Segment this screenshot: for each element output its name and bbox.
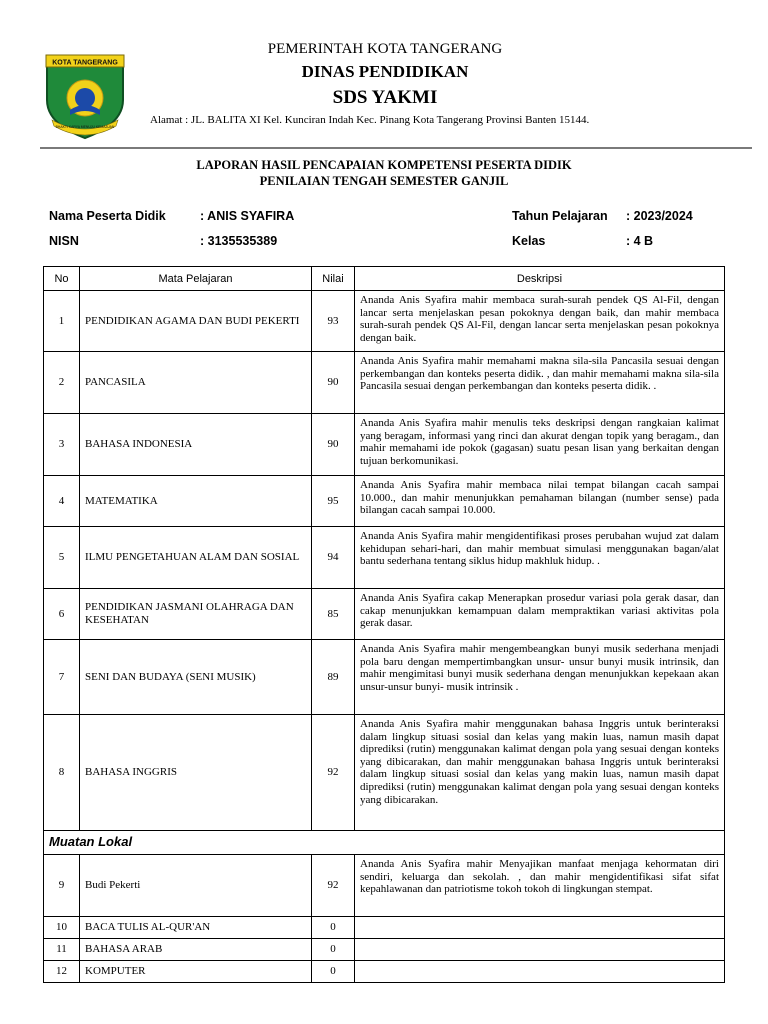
row-score: 92 bbox=[312, 715, 355, 831]
row-description bbox=[355, 939, 725, 961]
student-name-label: Nama Peserta Didik bbox=[49, 209, 166, 223]
row-description: Ananda Anis Syafira mahir mengidentifikasi proses perubahan wujud zat dalam kehidupan sehari-hari, dan mahir membuat simulasi menggunakan bagan/alat bantu sederhana tentang siklus hidup makhluk hidup. . bbox=[355, 527, 725, 589]
class-label: Kelas bbox=[512, 234, 546, 248]
row-no: 11 bbox=[44, 939, 80, 961]
header-score: Nilai bbox=[312, 267, 355, 291]
row-subject: BAHASA ARAB bbox=[80, 939, 312, 961]
section-row bbox=[44, 831, 725, 855]
grades-table bbox=[43, 266, 725, 983]
logo-banner-text: KOTA TANGERANG bbox=[52, 59, 118, 67]
row-no: 3 bbox=[44, 414, 80, 476]
row-no: 8 bbox=[44, 715, 80, 831]
row-description bbox=[355, 961, 725, 983]
table-row bbox=[44, 715, 725, 831]
row-subject: ILMU PENGETAHUAN ALAM DAN SOSIAL bbox=[80, 527, 312, 589]
table-header-row bbox=[44, 267, 725, 291]
row-subject: BAHASA INGGRIS bbox=[80, 715, 312, 831]
school-year-label: Tahun Pelajaran bbox=[512, 209, 608, 223]
row-score: 0 bbox=[312, 961, 355, 983]
class-value: : 4 B bbox=[626, 234, 654, 248]
department-name: DINAS PENDIDIKAN bbox=[301, 62, 469, 81]
row-description: Ananda Anis Syafira mahir menulis teks deskripsi dengan rangkaian kalimat yang beragam, informasi yang rinci dan akurat dengan topik yang beragam., dan mahir memahami ide pokok (gagasan) suatu pesan lisan yang berkaitan dengan tujuan berkomunikasi. bbox=[355, 414, 725, 476]
logo-motto-text: BHAKTI KARYA MENUJU KEMAJUAN bbox=[55, 125, 115, 129]
header-description: Deskripsi bbox=[355, 267, 725, 291]
header-subject: Mata Pelajaran bbox=[80, 267, 312, 291]
row-no: 10 bbox=[44, 917, 80, 939]
school-address: Alamat : JL. BALITA XI Kel. Kunciran Indah Kec. Pinang Kota Tangerang Provinsi Banten 15144. bbox=[150, 114, 590, 126]
row-subject: BACA TULIS AL-QUR'AN bbox=[80, 917, 312, 939]
row-no: 6 bbox=[44, 589, 80, 640]
row-description: Ananda Anis Syafira mahir membaca nilai tempat bilangan cacah sampai 10.000., dan mahir menunjukkan pemahaman bilangan (number sense) pada bilangan cacah sampai 10.000. bbox=[355, 476, 725, 527]
row-subject: PENDIDIKAN AGAMA DAN BUDI PEKERTI bbox=[80, 291, 312, 352]
row-description: Ananda Anis Syafira mahir membaca surah-surah pendek QS Al-Fil, dengan lancar serta menjelaskan pesan pokoknya dengan baik, dan mahir membaca surah-surah pendek QS Al-Fil, dengan lancar serta menjelaskan pesan pokoknya dengan baik. bbox=[355, 291, 725, 352]
nisn-label: NISN bbox=[49, 234, 79, 248]
table-row bbox=[44, 939, 725, 961]
row-score: 94 bbox=[312, 527, 355, 589]
row-no: 9 bbox=[44, 855, 80, 917]
table-row bbox=[44, 414, 725, 476]
row-subject: BAHASA INDONESIA bbox=[80, 414, 312, 476]
nisn-value: : 3135535389 bbox=[200, 234, 278, 248]
row-description bbox=[355, 917, 725, 939]
row-description: Ananda Anis Syafira mahir memahami makna sila-sila Pancasila sesuai dengan perkembangan dan konteks peserta didik. , dan mahir memahami makna sila-sila Pancasila sesuai dengan perkembangan dan konteks peserta didik. . bbox=[355, 352, 725, 414]
row-no: 7 bbox=[44, 640, 80, 715]
header-no: No bbox=[44, 267, 80, 291]
row-subject: KOMPUTER bbox=[80, 961, 312, 983]
table-row bbox=[44, 961, 725, 983]
row-score: 89 bbox=[312, 640, 355, 715]
table-row bbox=[44, 640, 725, 715]
row-score: 93 bbox=[312, 291, 355, 352]
row-no: 2 bbox=[44, 352, 80, 414]
table-row bbox=[44, 476, 725, 527]
report-subtitle: PENILAIAN TENGAH SEMESTER GANJIL bbox=[259, 174, 509, 188]
table-row bbox=[44, 352, 725, 414]
table-row bbox=[44, 589, 725, 640]
row-description: Ananda Anis Syafira mahir menggunakan bahasa Inggris untuk berinteraksi dalam lingkup situasi sosial dan kelas yang makin luas, namun masih dapat diprediksi (rutin) menggunakan kalimat dengan pola yang sesuai dengan konteks yang dibicarakan, dan mahir menggunakan bahasa Inggris untuk berinteraksi dalam lingkup situasi sosial dan kelas yang makin luas, namun masih dapat diprediksi (rutin) menggunakan kalimat dengan pola yang sesuai dengan konteks yang dibicarakan. bbox=[355, 715, 725, 831]
section-label-muatan-lokal: Muatan Lokal bbox=[44, 831, 725, 855]
row-description: Ananda Anis Syafira mahir mengembeangkan bunyi musik sederhana menjadi pola baru dengan mempertimbangkan unsur- unsur bunyi musik intrinsik, dan mahir mengimitasi bunyi musik sederhana dengan menunjukkan kepekaan akan unsur-unsur bunyi- musik intrinsik . bbox=[355, 640, 725, 715]
row-score: 95 bbox=[312, 476, 355, 527]
row-subject: PANCASILA bbox=[80, 352, 312, 414]
student-name-value: : ANIS SYAFIRA bbox=[200, 209, 295, 223]
table-row bbox=[44, 855, 725, 917]
row-score: 90 bbox=[312, 352, 355, 414]
table-row bbox=[44, 917, 725, 939]
row-score: 0 bbox=[312, 917, 355, 939]
row-score: 0 bbox=[312, 939, 355, 961]
government-name: PEMERINTAH KOTA TANGERANG bbox=[267, 41, 503, 57]
school-name: SDS YAKMI bbox=[332, 87, 438, 108]
row-subject: SENI DAN BUDAYA (SENI MUSIK) bbox=[80, 640, 312, 715]
table-row bbox=[44, 527, 725, 589]
row-description: Ananda Anis Syafira mahir Menyajikan manfaat menjaga kehormatan diri sendiri, keluarga dan sekolah. , dan mahir mengidentifikasi sifat sifat kepahlawanan dan patriotisme tokoh tokoh di lingkungan stempat. bbox=[355, 855, 725, 917]
row-no: 1 bbox=[44, 291, 80, 352]
table-row bbox=[44, 291, 725, 352]
school-year-value: : 2023/2024 bbox=[626, 209, 693, 223]
letterhead-divider bbox=[40, 147, 752, 149]
row-score: 90 bbox=[312, 414, 355, 476]
kota-tangerang-logo bbox=[44, 52, 126, 140]
row-no: 4 bbox=[44, 476, 80, 527]
report-title: LAPORAN HASIL PENCAPAIAN KOMPETENSI PESERTA DIDIK bbox=[196, 158, 572, 172]
row-no: 12 bbox=[44, 961, 80, 983]
row-subject: Budi Pekerti bbox=[80, 855, 312, 917]
row-score: 85 bbox=[312, 589, 355, 640]
row-description: Ananda Anis Syafira cakap Menerapkan prosedur variasi pola gerak dasar, dan cakap menunjukkan kemampuan dalam mempraktikan variasi aktivitas pola gerak dasar. bbox=[355, 589, 725, 640]
row-no: 5 bbox=[44, 527, 80, 589]
row-subject: MATEMATIKA bbox=[80, 476, 312, 527]
row-subject: PENDIDIKAN JASMANI OLAHRAGA DAN KESEHATAN bbox=[80, 589, 312, 640]
row-score: 92 bbox=[312, 855, 355, 917]
